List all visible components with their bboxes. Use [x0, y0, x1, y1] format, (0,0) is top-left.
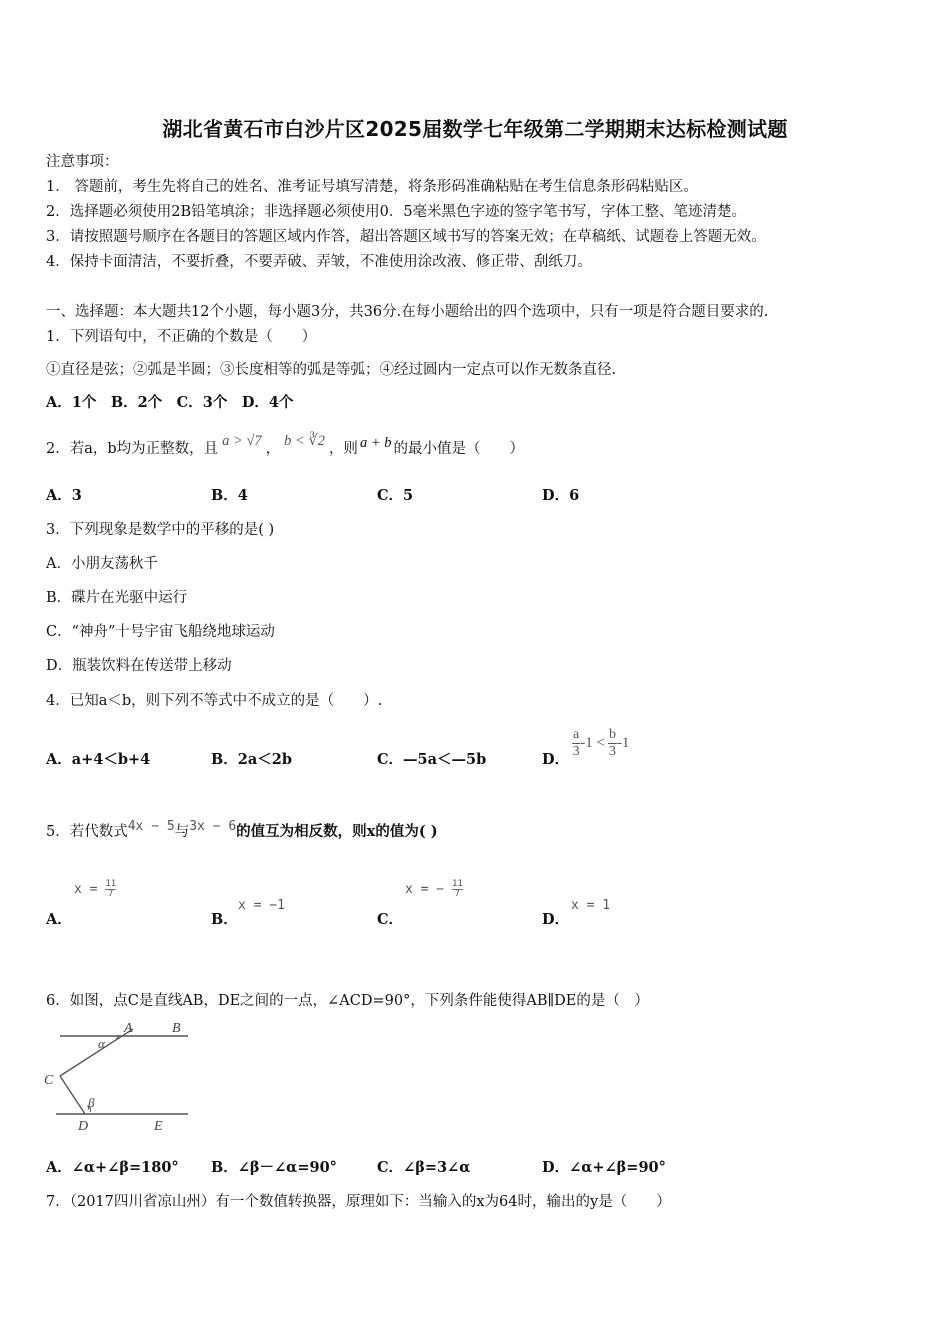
q3-option-a: A．小朋友荡秋千 — [46, 556, 158, 572]
section-heading: 一、选择题：本大题共12个小题，每小题3分，共36分.在每小题给出的四个选项中，只有一项是符合题目要求的. — [46, 304, 769, 320]
q1-statements: ①直径是弦；②弧是半圆；③长度相等的弧是等弧；④经过圆内一定点可以作无数条直径. — [46, 362, 617, 378]
q6-figure — [40, 1016, 200, 1138]
q2-option-d: D．6 — [542, 487, 580, 504]
q5-stem: 5．若代数式4x − 5与3x − 6的值互为相反数，则x的值为( ) — [46, 819, 438, 840]
q5-option-c-label: C． — [377, 911, 404, 928]
label-b: B — [172, 1021, 181, 1036]
q4-stem: 4．已知a＜b，则下列不等式中不成立的是（ ）. — [46, 693, 383, 709]
q4-option-c: C．—5a＜—5b — [377, 751, 487, 768]
notice-item: 1． 答题前，考生先将自己的姓名、准考证号填写清楚，将条形码准确粘贴在考生信息条形码粘贴区。 — [46, 179, 698, 195]
fraction: $\frac{11}{7}$ — [105, 879, 117, 899]
q6-option-a: A．∠α+∠β=180° — [46, 1159, 179, 1176]
q2-cond1: a > √7 — [222, 433, 262, 449]
q5-option-d-label: D． — [542, 911, 570, 928]
notice-item: 2．选择题必须使用2B铅笔填涂；非选择题必须使用0．5毫米黑色字迹的签字笔书写，字体工整、笔迹清楚。 — [46, 204, 747, 220]
q2-option-b: B．4 — [211, 487, 248, 504]
notice-item: 3．请按照题号顺序在各题目的答题区域内作答，超出答题区域书写的答案无效；在草稿纸、试题卷上答题无效。 — [46, 229, 766, 245]
q2-cond2: b < ∛2 — [284, 433, 325, 449]
label-e: E — [154, 1119, 163, 1134]
fraction: $\frac{b}{3}$ — [608, 727, 616, 759]
label-c: C — [44, 1073, 54, 1088]
q5-option-d-expr: x = 1 — [571, 898, 611, 913]
q1-options: A．1个 B．2个 C．3个 D．4个 — [46, 394, 294, 411]
fraction: $\frac{11}{7}$ — [451, 879, 463, 899]
label-alpha: α — [98, 1036, 105, 1051]
label-d: D — [78, 1119, 89, 1134]
q2-option-a: A．3 — [46, 487, 82, 504]
q5-option-a-label: A． — [46, 911, 72, 928]
q6-option-d: D．∠α+∠β=90° — [542, 1159, 666, 1176]
q5-option-b-label: B． — [211, 911, 238, 928]
q6-option-c: C．∠β=3∠α — [377, 1159, 471, 1176]
q4-option-b: B．2a＜2b — [211, 751, 292, 768]
q6-stem: 6．如图，点C是直线AB，DE之间的一点，∠ACD=90°，下列条件能使得AB∥DE的是（ ） — [46, 993, 649, 1009]
q1-stem: 1．下列语句中，不正确的个数是（ ） — [46, 329, 317, 345]
q5-expr1: 4x − 5 — [127, 819, 175, 834]
q3-option-c: C．“神舟”十号宇宙飞船绕地球运动 — [46, 624, 275, 640]
q5-option-a-expr: x = $\frac{11}{7}$ — [74, 879, 117, 899]
q3-option-b: B．碟片在光驱中运行 — [46, 590, 188, 606]
page-title: 湖北省黄石市白沙片区2025届数学七年级第二学期期末达标检测试题 — [162, 117, 788, 141]
q5-option-c-expr: x = − $\frac{11}{7}$ — [405, 879, 463, 899]
q5-expr2: 3x − 6 — [189, 819, 237, 834]
segment-cd — [60, 1076, 85, 1114]
notice-item: 4．保持卡面清洁，不要折叠，不要弄破、弄皱，不准使用涂改液、修正带、刮纸刀。 — [46, 254, 592, 270]
q3-stem: 3．下列现象是数学中的平移的是( ) — [46, 522, 275, 538]
q2-stem — [46, 433, 524, 458]
fraction: $\frac{a}{3}$ — [572, 727, 580, 759]
q5-option-b-expr: x = −1 — [238, 898, 285, 913]
notice-heading: 注意事项： — [46, 154, 119, 170]
q2-sep: ， — [265, 441, 281, 457]
q2-stem-c: 的最小值是（ ） — [393, 441, 524, 457]
q2-stem-b: ，则 — [328, 441, 358, 457]
q4-option-d-expr: $\frac{a}{3}$ -1 < $\frac{b}{3}$ -1 — [572, 727, 630, 759]
label-a: A — [124, 1021, 133, 1036]
q2-expr: a + b — [359, 435, 392, 451]
q4-option-a: A．a+4＜b+4 — [46, 751, 151, 768]
q4-option-d: D． — [542, 751, 570, 768]
q3-option-d: D．瓶装饮料在传送带上移动 — [46, 658, 232, 674]
q2-option-c: C．5 — [377, 487, 414, 504]
q6-option-b: B．∠β－∠α=90° — [211, 1159, 337, 1176]
q2-stem-a: 2．若a，b均为正整数，且 — [46, 441, 219, 457]
q7-stem: 7．（2017四川省凉山州）有一个数值转换器，原理如下：当输入的x为64时，输出的y是（ ） — [46, 1194, 671, 1210]
label-beta: β — [88, 1095, 95, 1110]
